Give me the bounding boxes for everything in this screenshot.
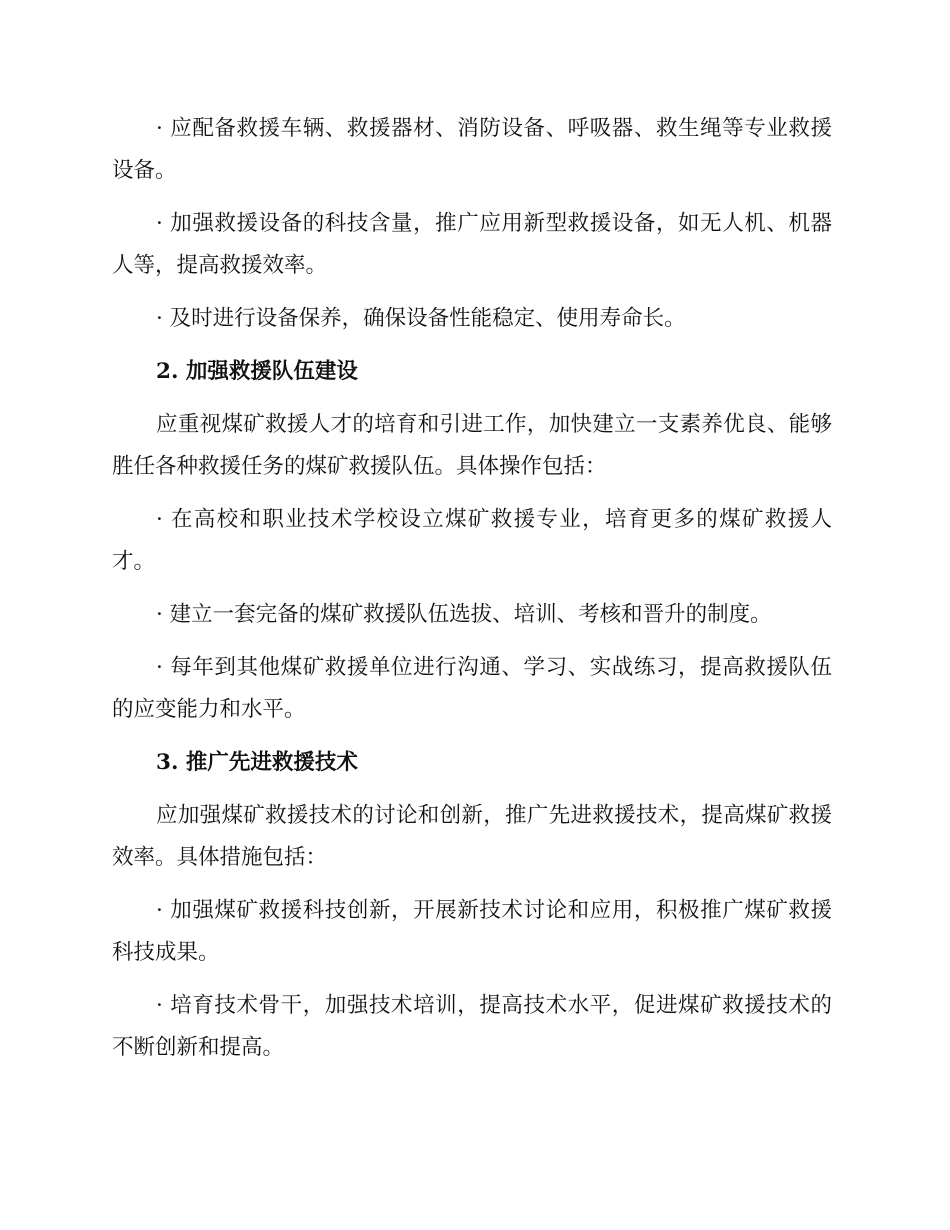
section-intro-team: 应重视煤矿救援人才的培育和引进工作，加快建立一支素养优良、能够胜任各种救援任务的煤矿救援队伍。具体操作包括： [112,412,832,479]
section-heading-team: 2. 加强救援队伍建设 [156,359,358,384]
document-page [112,108,832,1080]
bullet-team-system: · 建立一套完备的煤矿救援队伍选拔、培训、考核和晋升的制度。 [156,602,772,627]
bullet-team-exchange: · 每年到其他煤矿救援单位进行沟通、学习、实战练习，提高救援队伍的应变能力和水平。 [112,655,832,722]
bullet-equipment-types: · 应配备救援车辆、救援器材、消防设备、呼吸器、救生绳等专业救援设备。 [112,116,832,183]
bullet-team-education: · 在高校和职业技术学校设立煤矿救援专业，培育更多的煤矿救援人才。 [112,507,832,574]
bullet-tech-innovation: · 加强煤矿救援科技创新，开展新技术讨论和应用，积极推广煤矿救援科技成果。 [112,898,832,965]
bullet-equipment-maintenance: · 及时进行设备保养，确保设备性能稳定、使用寿命长。 [156,306,686,331]
bullet-equipment-tech: · 加强救援设备的科技含量，推广应用新型救援设备，如无人机、机器人等，提高救援效率。 [112,211,832,278]
section-heading-technology: 3. 推广先进救援技术 [156,750,358,775]
section-intro-technology: 应加强煤矿救援技术的讨论和创新，推广先进救援技术，提高煤矿救援效率。具体措施包括： [112,803,832,870]
bullet-tech-training: · 培育技术骨干，加强技术培训，提高技术水平，促进煤矿救援技术的不断创新和提高。 [112,993,832,1060]
